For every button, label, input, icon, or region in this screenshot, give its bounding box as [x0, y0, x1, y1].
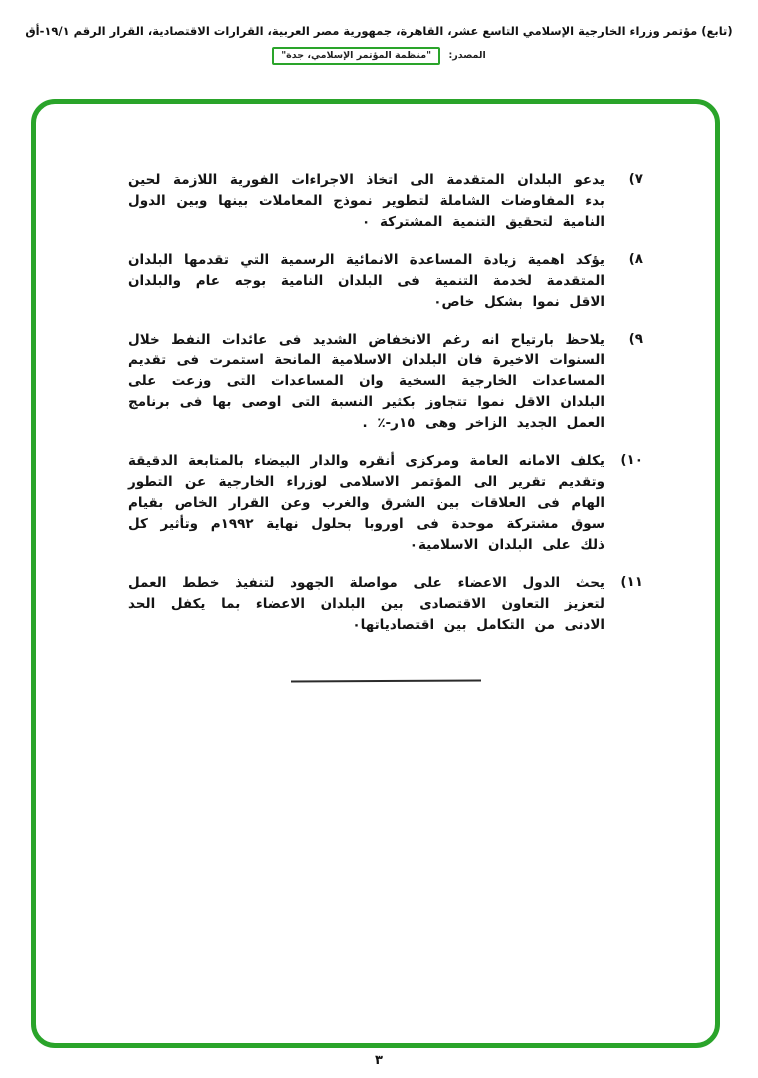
- source-line: [0, 47, 758, 65]
- item-number: ٧): [628, 171, 643, 187]
- item-number: ٨): [628, 250, 643, 267]
- resolution-item-11: [128, 573, 643, 636]
- item-number: ١٠): [620, 452, 643, 469]
- item-text: يكلف الامانه العامة ومركزى أنقره والدار البيضاء بالمتابعة الدقيقة وتقديم تقرير الى المؤتمر الاسلامى لوزراء الخارجية عن التطور الهام فى العلاقات بين الشرق والغرب وعن القرار الخاص بقيام سوق مشتركة موحدة فى اوروبا بحلول نهاية ١٩٩٢م وتأثير كل ذلك على البلدان الاسلامية٠: [128, 453, 605, 553]
- resolution-item-7: [128, 170, 643, 233]
- item-text: يدعو البلدان المتقدمة الى اتخاذ الاجراءات الفورية اللازمة لحين بدء المفاوضات الشاملة لتطوير نموذج المعاملات بينها وبين الدول النامية لتحقيق التنمية المشتركة ٠: [128, 172, 605, 230]
- source-value-box: "منظمة المؤتمر الإسلامي، جدة": [272, 47, 440, 65]
- header-title: (تابع) مؤتمر وزراء الخارجية الإسلامي التاسع عشر، القاهرة، جمهورية مصر العربية، القرارات الاقتصادية، القرار الرقم ١٩/١-أق: [25, 24, 733, 38]
- item-text: يحث الدول الاعضاء على مواصلة الجهود لتنفيذ خطط العمل لتعزيز التعاون الاقتصادى بين البلدان الاعضاء بما يكفل الحد الادنى من التكامل بين اقتصادياتها٠: [128, 574, 605, 633]
- item-text: يؤكد اهمية زيادة المساعدة الانمائية الرسمية التي تقدمها البلدان المتقدمة لخدمة التنمية فى البلدان النامية بوجه عام والبلدان الاقل نموا بشكل خاص٠: [128, 251, 605, 310]
- resolutions-list: [36, 104, 715, 682]
- green-border-frame: [31, 99, 720, 1048]
- signature-line: [290, 679, 480, 682]
- item-text: يلاحظ بارتياح انه رغم الانخفاض الشديد فى عائدات النفط خلال السنوات الاخيرة فان البلدان الاسلامية المانحة استمرت فى تقديم المساعدات الخارجية السخية وان المساعدات التى وزعت على البلدان الاقل نموا تتجاوز بكثير النسبة التى اوصى بها فى برنامج العمل الجديد الزاخر وهى ١٥ر-٪ .: [128, 331, 605, 432]
- item-number: ٩): [628, 330, 643, 347]
- resolution-item-10: [128, 451, 643, 556]
- resolution-item-8: [128, 250, 643, 313]
- page-number: ٣: [375, 1053, 383, 1068]
- source-label: المصدر:: [448, 50, 486, 61]
- item-number: ١١): [620, 573, 643, 590]
- document-header: [0, 24, 758, 65]
- resolution-item-9: [128, 330, 643, 435]
